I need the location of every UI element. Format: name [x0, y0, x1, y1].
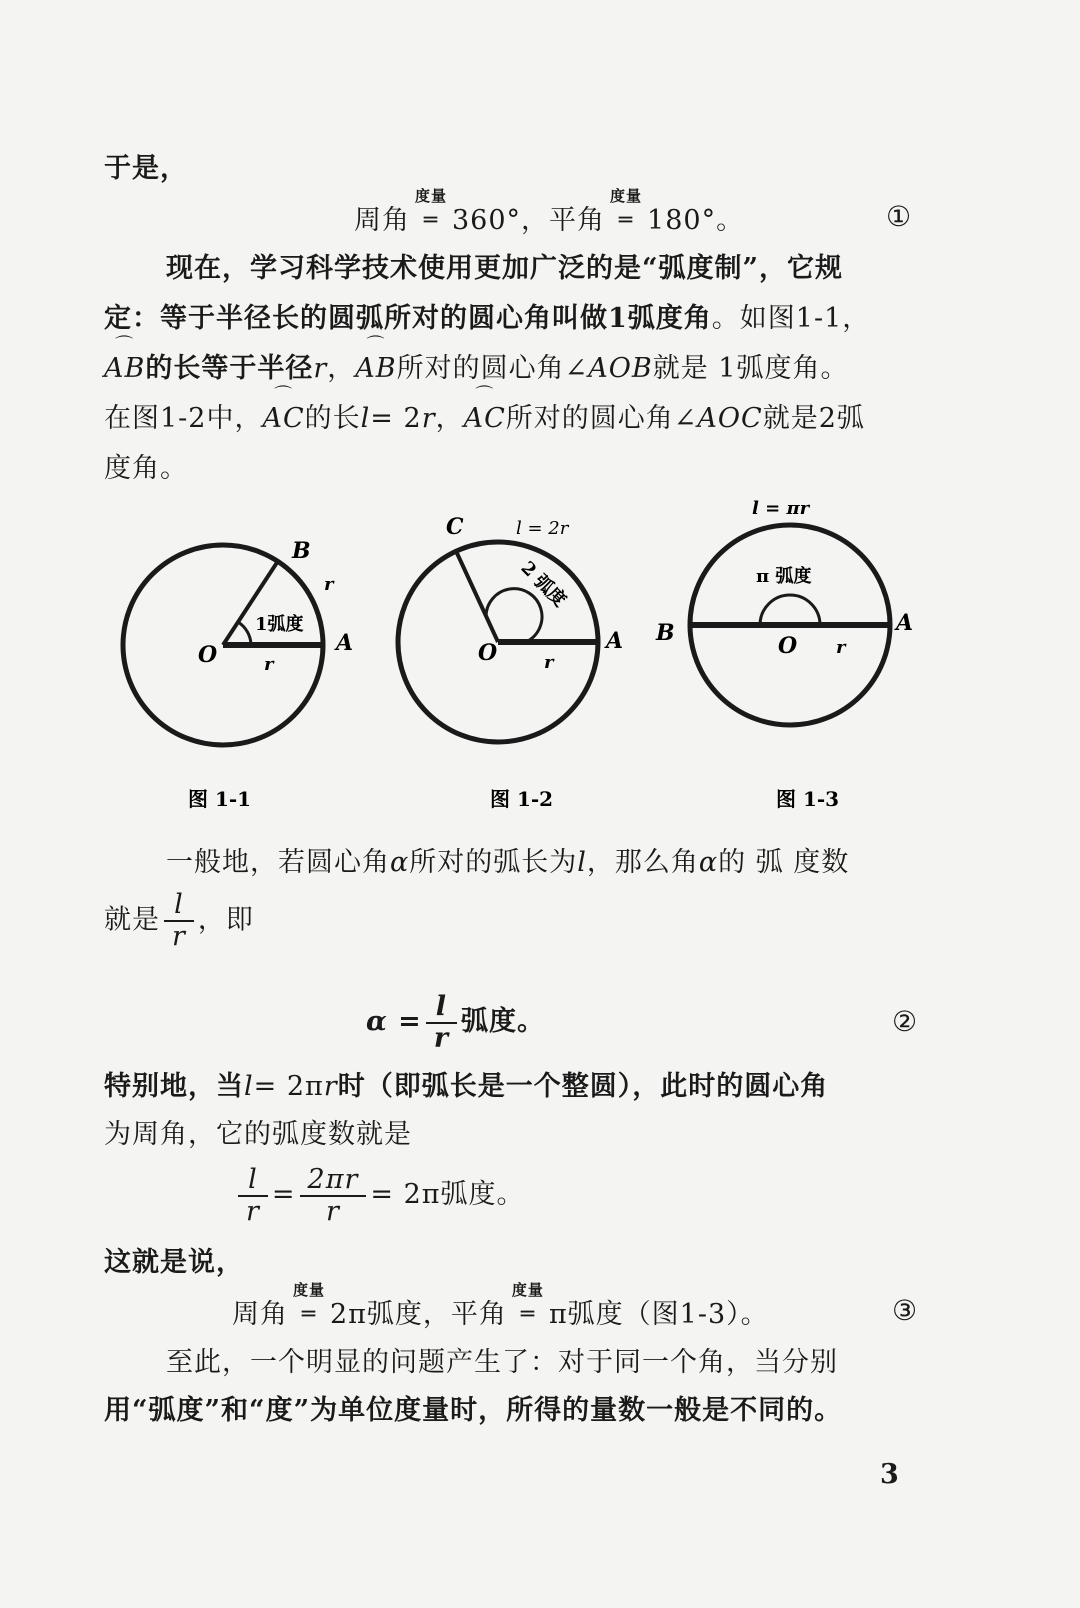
para-1-line-3: ⌒ AB的长等于半径r， ⌒ AB所对的圆心角∠AOB就是 1弧度角。: [104, 335, 849, 384]
para-1-line-5: 度角。: [104, 453, 188, 484]
label-length-3: l = πr: [752, 498, 810, 519]
figure-1-2: [398, 514, 623, 811]
label-r-arc-1: r: [324, 574, 334, 595]
label-r-3: r: [836, 637, 846, 658]
equation-2-number: ②: [892, 1005, 918, 1038]
label-angle-2: 2 弧度: [516, 557, 571, 612]
radius-OC-2: [456, 551, 498, 642]
equation-3-sentence: 周角 度量 ═ 2π弧度，平角 度量 ═ π弧度（图1-3）。: [232, 1281, 769, 1330]
angle-arc-1: [238, 622, 251, 645]
fraction-l-over-r: $\frac{l}{r}$: [164, 890, 194, 952]
line-yushi: 于是，: [104, 153, 188, 184]
label-angle-1: 1弧度: [255, 614, 304, 635]
caption-fig-1-1: 图 1-1: [188, 787, 252, 811]
para-5-line-2: 用“弧度”和“度”为单位度量时，所得的量数一般是不同的。: [104, 1395, 843, 1426]
para-1-line-4: 在图1-2中， ⌒ AC的长l= 2r， ⌒ AC所对的圆心角∠AOC就是2弧: [104, 385, 865, 434]
label-r-radius-1: r: [264, 654, 274, 675]
equation-2: α = $\frac{l}{r}$ 弧度。: [366, 990, 546, 1054]
page-number: 3: [880, 1459, 900, 1490]
caption-fig-1-2: 图 1-2: [490, 787, 554, 811]
figure-1-1: [123, 538, 353, 811]
label-O-3: O: [778, 633, 798, 659]
para-5-line-1: 至此，一个明显的问题产生了：对于同一个角，当分别: [166, 1347, 838, 1378]
label-C-2: C: [446, 514, 464, 540]
label-angle-3: π 弧度: [756, 566, 812, 587]
equation-1-number: ①: [886, 200, 912, 233]
figures-row: [0, 490, 1080, 820]
figure-1-3: [655, 498, 913, 811]
label-r-2: r: [544, 652, 554, 673]
para-4-line-1: 这就是说，: [104, 1247, 244, 1278]
para-3-line-1: 特别地，当l= 2πr时（即弧长是一个整圆），此时的圆心角: [104, 1071, 829, 1102]
label-B-1: B: [292, 538, 311, 564]
para-2-line-1: 一般地，若圆心角α所对的弧长为l，那么角α的 弧 度数: [166, 847, 850, 878]
equation-3: $\frac{l}{r}$ = $\frac{2\pi r}{r}$ = 2π弧度。: [234, 1162, 525, 1228]
label-O-1: O: [198, 642, 218, 668]
angle-arc-3: [760, 595, 820, 625]
label-A-1: A: [336, 630, 354, 656]
label-A-3: A: [896, 610, 914, 636]
label-B-3: B: [656, 620, 675, 646]
para-2-line-2: 就是 $\frac{l}{r}$ ，即: [104, 889, 254, 952]
para-1-line-2: 定：等于半径长的圆弧所对的圆心角叫做1弧度角。如图1-1，: [104, 303, 871, 334]
equation-3-number: ③: [892, 1294, 918, 1327]
para-3-line-2: 为周角，它的弧度数就是: [104, 1119, 412, 1150]
label-A-2: A: [606, 628, 624, 654]
label-O-2: O: [478, 640, 498, 666]
equation-1: 周角 度量 ═ 360°，平角 度量 ═ 180°。: [354, 187, 745, 236]
label-length-2: l = 2r: [516, 518, 569, 539]
para-1-line-1: 现在，学习科学技术使用更加广泛的是“弧度制”，它规: [166, 253, 844, 284]
caption-fig-1-3: 图 1-3: [776, 787, 840, 811]
